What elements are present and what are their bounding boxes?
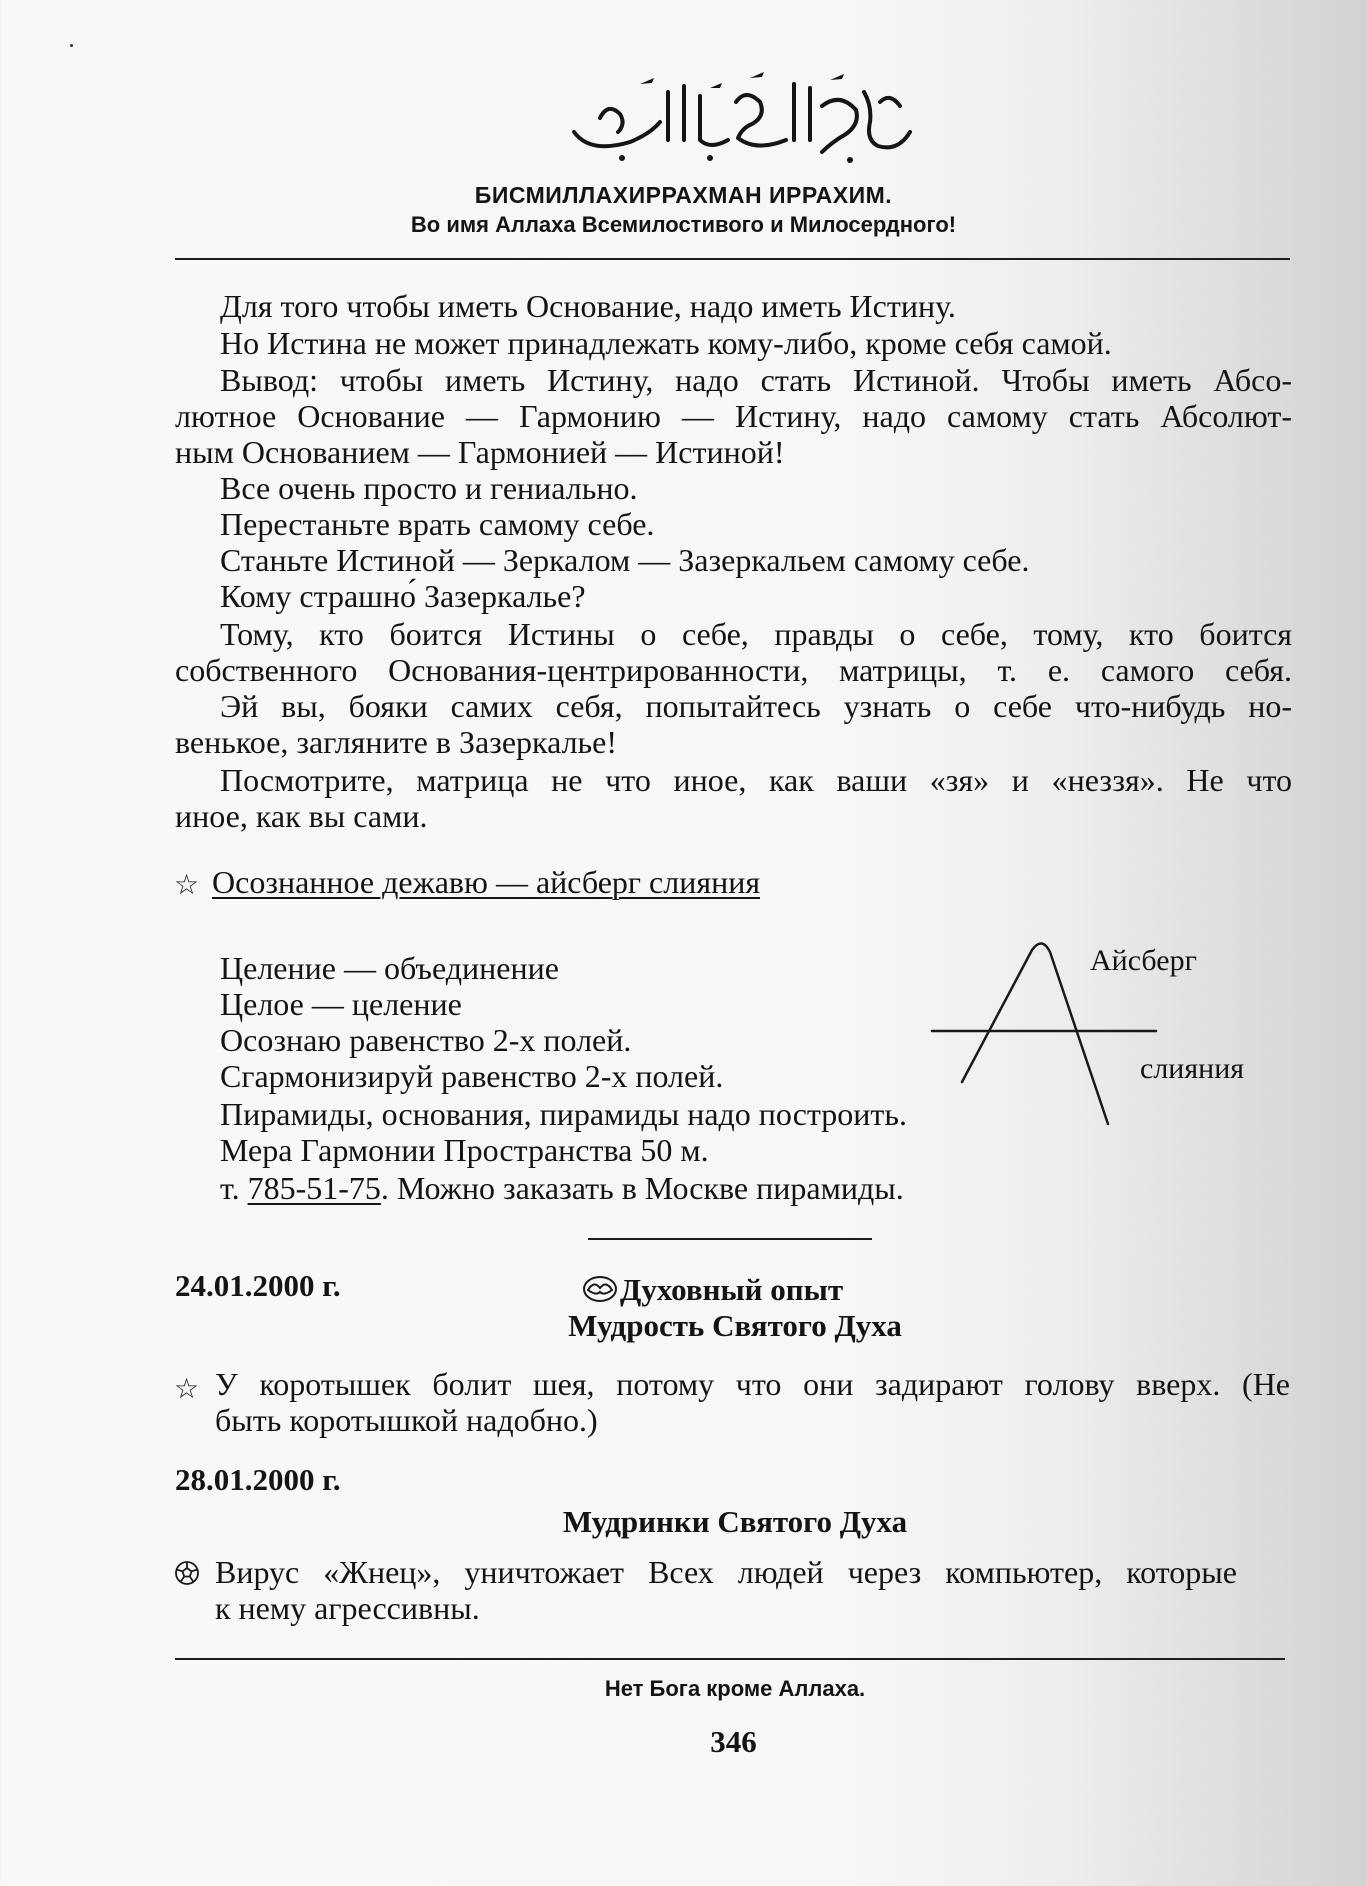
text-line: Для того чтобы иметь Основание, надо иметь Истину. <box>220 288 956 324</box>
header-translation: Во имя Аллаха Всемилостивого и Милосердного! <box>410 212 957 237</box>
section-title: Осознанное дежавю — айсберг слияния <box>212 864 761 900</box>
entry-date: 24.01.2000 г. <box>175 1268 341 1303</box>
text-line: Посмотрите, матрица не что иное, как ваши «зя» и «неззя». Не что <box>220 762 1292 798</box>
verse-line: Целое — целение <box>220 986 462 1022</box>
entry-item-line: У коротышек болит шея, потому что они задирают голову вверх. (Не <box>215 1366 1290 1402</box>
phone-suffix: . Можно заказать в Москве пирамиды. <box>380 1170 904 1206</box>
text-line: Вывод: чтобы иметь Истину, надо стать Истиной. Чтобы иметь Абсо- <box>220 362 1292 398</box>
entry-title: Мудринки Святого Духа <box>562 1504 908 1539</box>
verse-line: Целение — объединение <box>220 950 559 986</box>
text-line: Кому страшно́ Зазеркалье? <box>220 578 586 614</box>
header-transliteration: БИСМИЛЛАХИРРАХМАН ИРРАХИМ. <box>474 182 893 208</box>
section-divider <box>588 1238 872 1240</box>
verse-line: Мера Гармонии Пространства 50 м. <box>220 1132 709 1168</box>
text-line: Все очень просто и гениально. <box>220 470 638 506</box>
entry-item-line: быть коротышкой надобно.) <box>215 1402 598 1438</box>
entry-subtitle: Мудрость Святого Духа <box>568 1308 902 1343</box>
text-line: лютное Основание — Гармонию — Истину, надо самому стать Абсолют- <box>175 398 1292 434</box>
phone-number: 785-51-75 <box>247 1170 381 1206</box>
text-line: Станьте Истиной — Зеркалом — Зазеркальем самому себе. <box>220 542 1030 578</box>
basmala-calligraphy-svg <box>560 62 920 170</box>
verse-line: Осознаю равенство 2-х полей. <box>220 1022 632 1058</box>
entry-item-line: Вирус «Жнец», уничтожает Всех людей через компьютер, которые <box>215 1554 1237 1590</box>
text-line: Тому, кто боится Истины о себе, правды о себе, тому, кто боится <box>220 616 1292 652</box>
dove-emblem-icon <box>580 1274 620 1312</box>
text-line: иное, как вы сами. <box>175 798 428 834</box>
text-line: ным Основанием — Гармонией — Истиной! <box>175 434 785 470</box>
text-line: Перестаньте врать самому себе. <box>220 506 655 542</box>
footer-divider <box>175 1658 1285 1660</box>
entry-title-text: Духовный опыт <box>620 1272 844 1307</box>
page-number: 346 <box>710 1724 757 1759</box>
entry-date: 28.01.2000 г. <box>175 1462 341 1497</box>
text-line: венькое, загляните в Зазеркалье! <box>175 724 617 760</box>
text-line: Но Истина не может принадлежать кому-либо, кроме себя самой. <box>220 325 1112 361</box>
phone-line <box>220 1170 904 1207</box>
text-line: Эй вы, бояки самих себя, попытайтесь узнать о себе что-нибудь но- <box>220 688 1292 724</box>
entry-item-line: к нему агрессивны. <box>215 1590 480 1626</box>
star-bullet-icon: ☆ <box>174 1374 200 1405</box>
phone-prefix: т. <box>220 1170 240 1206</box>
diagram-label-top: Айсберг <box>1090 944 1197 977</box>
soccer-ball-icon <box>174 1560 200 1591</box>
star-bullet-icon: ☆ <box>174 870 200 901</box>
basmala-calligraphy <box>560 62 920 170</box>
margin-speck <box>70 44 73 47</box>
text-line: собственного Основания-центрированности, матрицы, т. е. самого себя. <box>175 652 1292 688</box>
diagram-label-bottom: слияния <box>1140 1052 1245 1085</box>
entry-title <box>580 1272 843 1312</box>
verse-line: Сгармонизируй равенство 2-х полей. <box>220 1058 724 1094</box>
footer-motto: Нет Бога кроме Аллаха. <box>604 1676 866 1701</box>
header-divider <box>175 258 1290 260</box>
verse-line: Пирамиды, основания, пирамиды надо построить. <box>220 1096 907 1132</box>
